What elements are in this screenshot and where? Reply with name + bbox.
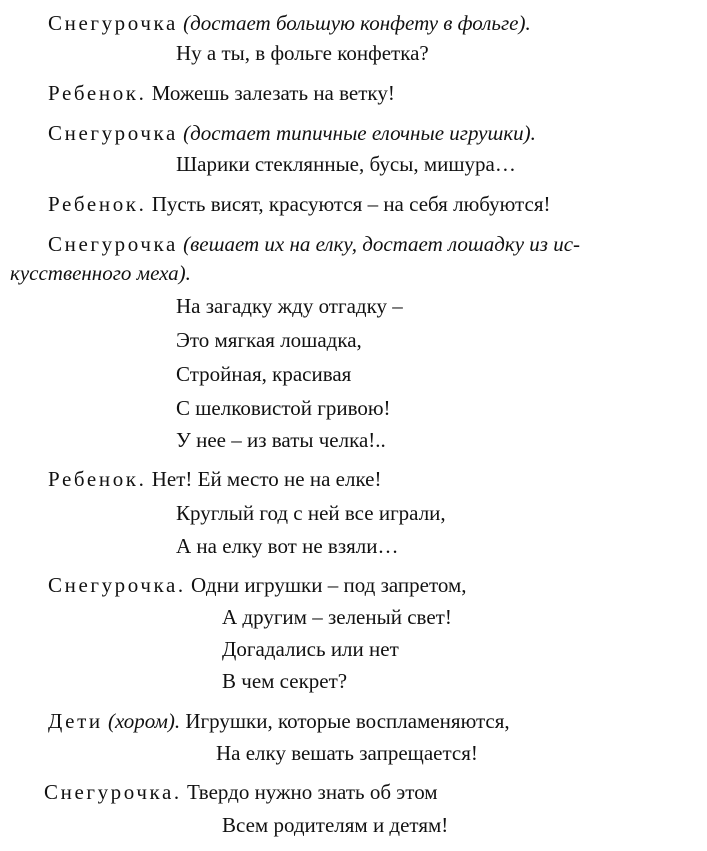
stage-direction: (вешает их на елку, достает лошадку из ис-: [183, 232, 581, 256]
verse-line: Ну а ты, в фольге конфетка?: [176, 41, 429, 65]
verse-line: На елку вешать запрещается!: [216, 741, 478, 765]
verse-line: У нее – из ваты челка!..: [176, 428, 386, 452]
speaker-name: Снегурочка.: [48, 573, 186, 597]
verse-line: Шарики стеклянные, бусы, мишура…: [176, 152, 516, 176]
speaker-name: Ребенок.: [48, 81, 147, 105]
verse-line: С шелковистой гривою!: [176, 396, 391, 420]
speaker-name: Снегурочка: [48, 11, 178, 35]
speaker-name: Ребенок.: [48, 467, 147, 491]
dialogue-text: Пусть висят, красуются – на себя любуются!: [151, 192, 551, 216]
verse-line: На загадку жду отгадку –: [176, 294, 403, 318]
dialogue-text: Можешь залезать на ветку!: [151, 81, 395, 105]
speaker-line: [48, 708, 510, 734]
dialogue-text: Твердо нужно знать об этом: [187, 780, 438, 804]
speaker-line: [48, 191, 550, 217]
speaker-name: Ребенок.: [48, 192, 147, 216]
speaker-name: Снегурочка.: [44, 780, 182, 804]
verse-line: Стройная, красивая: [176, 362, 352, 386]
speaker-name: Снегурочка: [48, 232, 178, 256]
dialogue-text: Нет! Ей место не на елке!: [151, 467, 382, 491]
speaker-line: [48, 466, 381, 492]
stage-direction: (достает большую конфету в фольге).: [183, 11, 531, 35]
verse-line: В чем секрет?: [222, 669, 348, 693]
speaker-line: [44, 779, 438, 805]
stage-direction: (хором).: [107, 709, 181, 733]
verse-line: Догадались или нет: [222, 637, 399, 661]
stage-direction-continued: кусственного меха).: [10, 261, 191, 285]
speaker-line: [48, 120, 536, 146]
speaker-line: [48, 231, 580, 257]
verse-line: Круглый год с ней все играли,: [176, 501, 446, 525]
verse-line: А на елку вот не взяли…: [176, 534, 399, 558]
speaker-line: [48, 572, 467, 598]
dialogue-text: Одни игрушки – под запретом,: [191, 573, 467, 597]
speaker-line: [48, 10, 531, 36]
verse-line: А другим – зеленый свет!: [222, 605, 452, 629]
verse-line: Это мягкая лошадка,: [176, 328, 362, 352]
dialogue-text: Игрушки, которые воспламеняются,: [185, 709, 510, 733]
speaker-name: Снегурочка: [48, 121, 178, 145]
speaker-line: [48, 80, 395, 106]
speaker-name: Дети: [48, 709, 103, 733]
verse-line: Всем родителям и детям!: [222, 813, 449, 837]
stage-direction: (достает типичные елочные игрушки).: [183, 121, 536, 145]
